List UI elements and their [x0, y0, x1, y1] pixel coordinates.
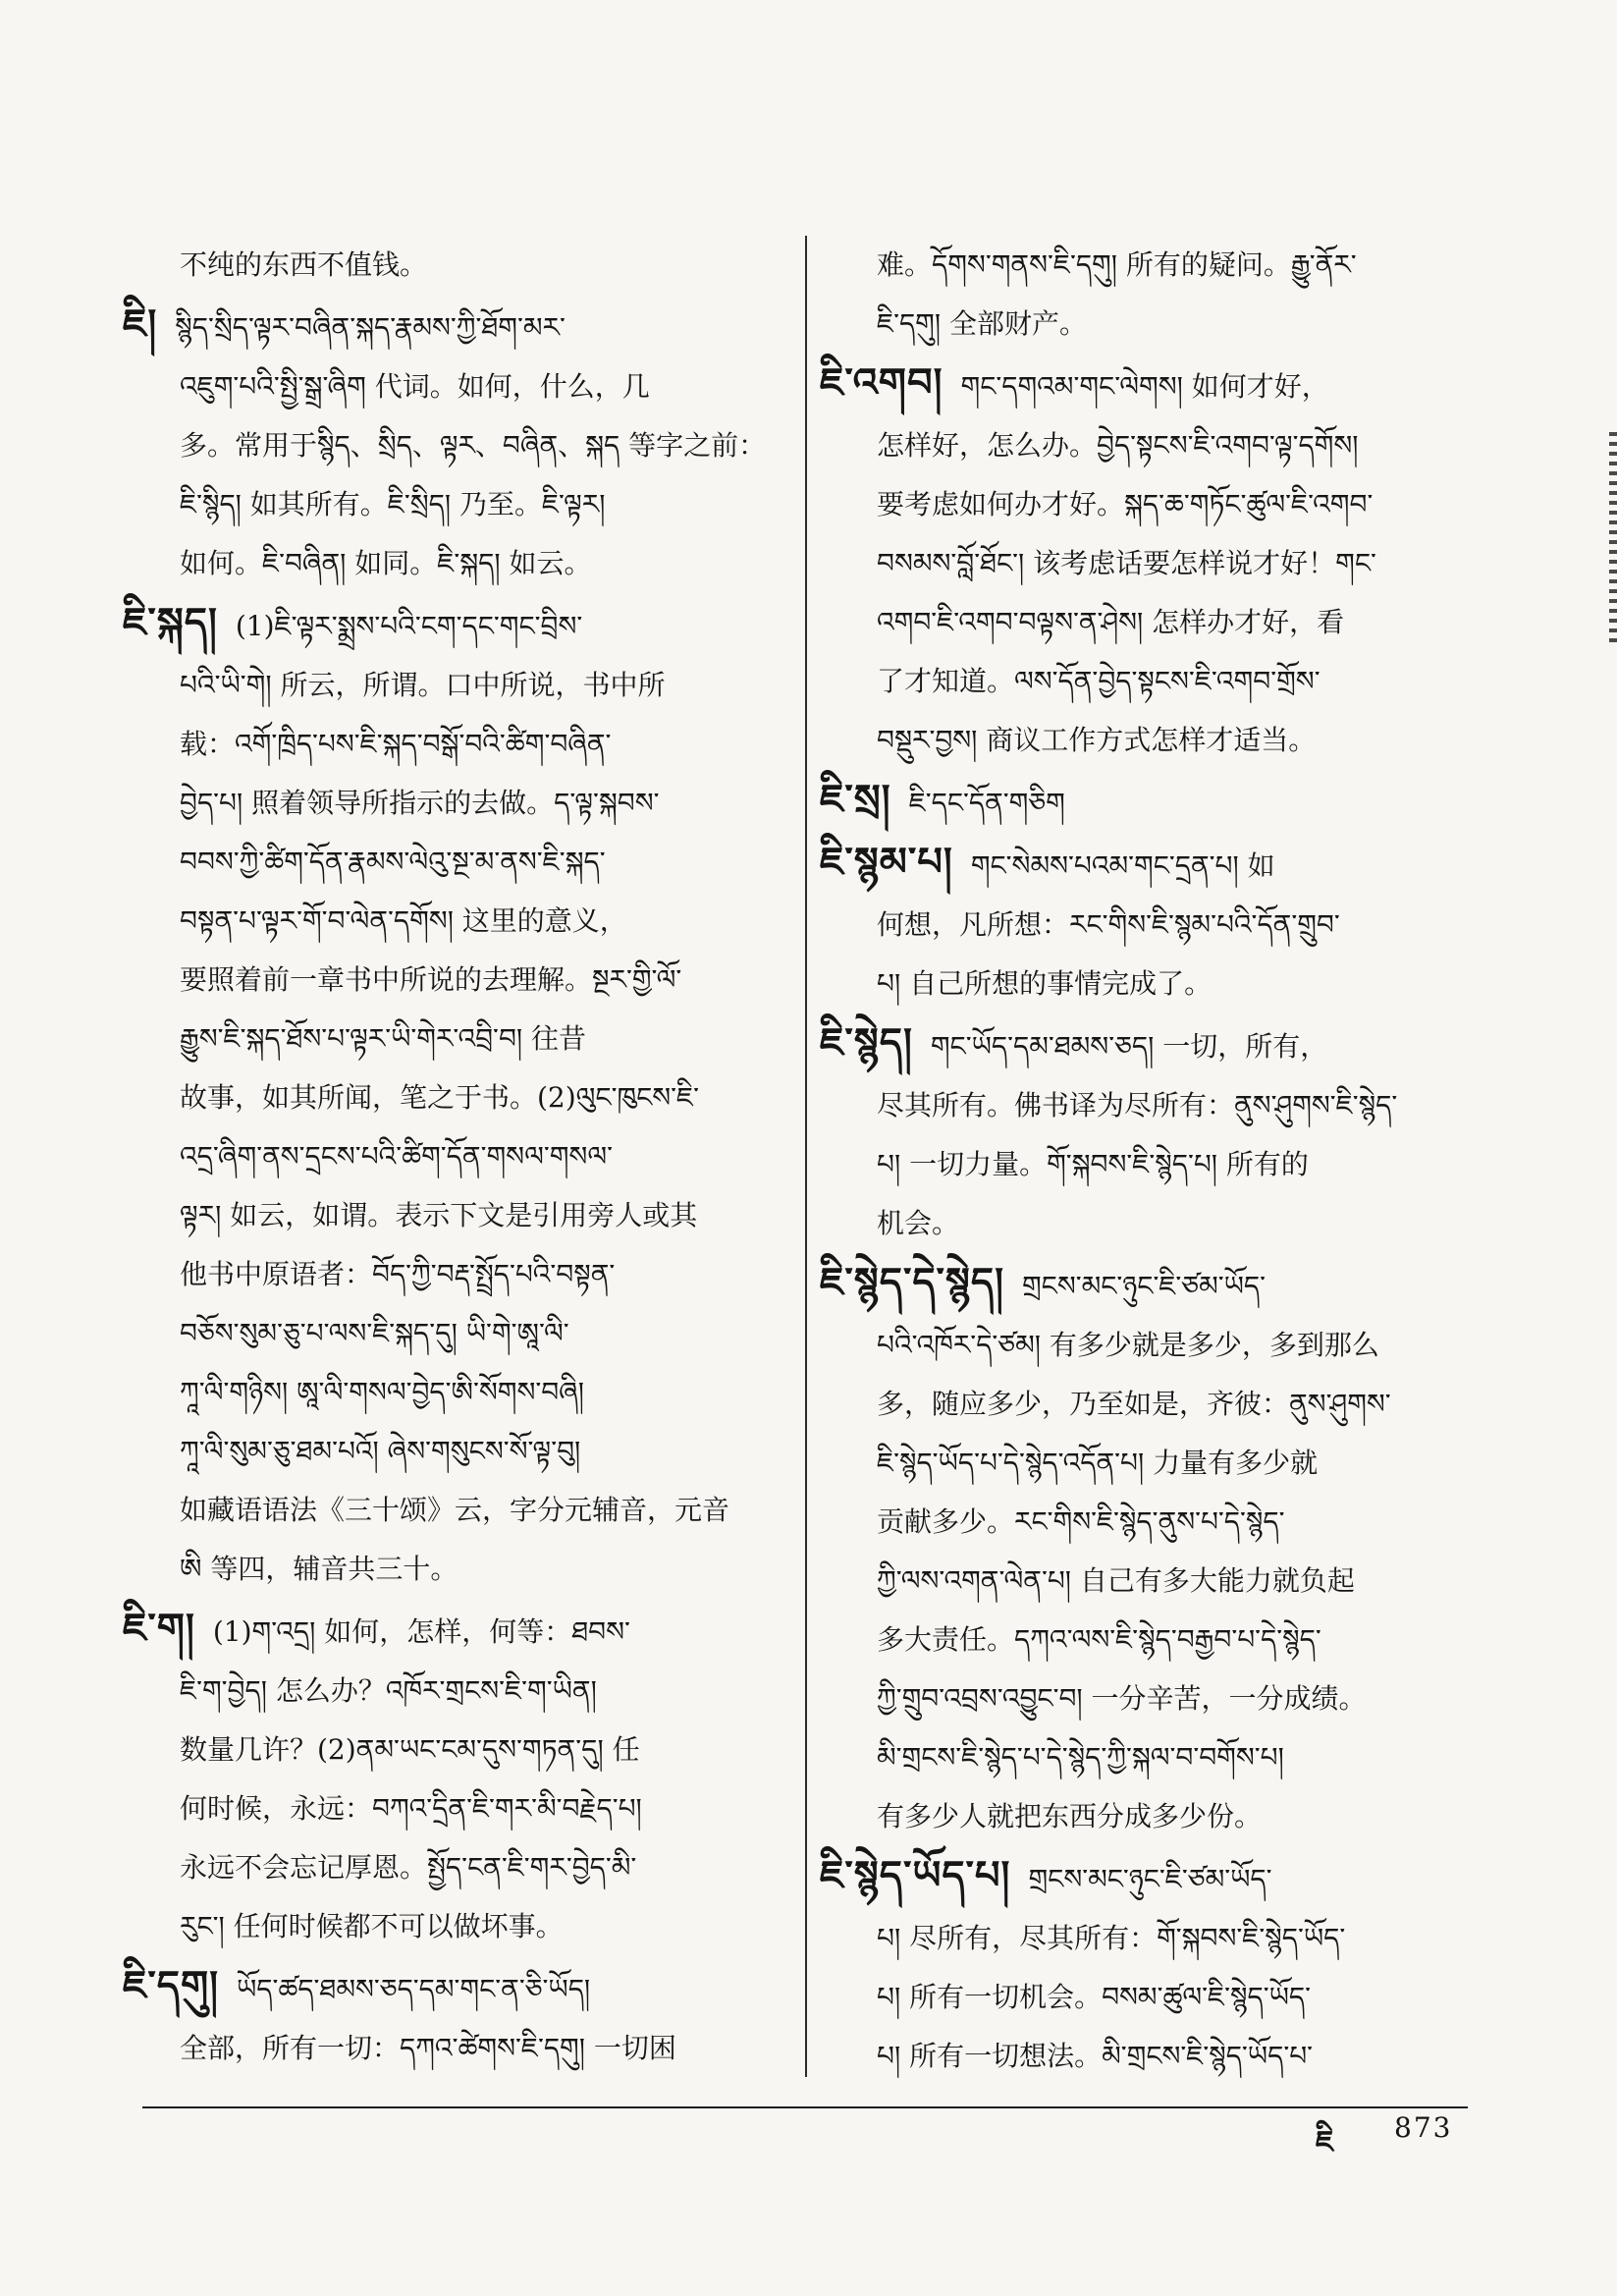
- entry-text: པ། 所有一切想法。མི་གྲངས་ཇི་སྙེད་ཡོད་པ་: [877, 2040, 1314, 2072]
- continuation-line: [123, 656, 790, 715]
- entry-text: ཀྱི་གྲུབ་འབྲས་འབྱུང་བ། 一分辛苦，一分成绩。: [877, 1682, 1367, 1715]
- entry-text: འཇུག་པའི་སྤྱི་སྒྲ་ཞིག 代词。如何，什么，几: [180, 370, 650, 403]
- entry-text: 要考虑如何办才好。སྐད་ཆ་གཏོང་ཚུལ་ཇི་འགབ་: [877, 488, 1374, 520]
- continuation-line: [820, 896, 1468, 955]
- continuation-line: [123, 416, 790, 475]
- continuation-line: [820, 1968, 1468, 2027]
- entry-headword: ཇི་སྙམ་པ།: [820, 840, 953, 885]
- entry-text: གྲངས་མང་ཉུང་ཇི་ཙམ་ཡོད་: [1021, 1270, 1267, 1302]
- entry-text: ཨི 等四，辅音共三十。: [180, 1553, 458, 1585]
- continuation-line: [820, 1669, 1468, 1728]
- dictionary-entry-line: [820, 770, 1468, 833]
- entry-headword: ཇི་སྐད།: [123, 600, 218, 645]
- continuation-line: [820, 1493, 1468, 1552]
- dictionary-entry-line: [820, 1013, 1468, 1076]
- continuation-line: [820, 1316, 1468, 1375]
- entry-text: སྙིད་སྲིད་ལྟར་བཞིན་སྐད་རྣམས་ཀྱི་ཐོག་མར་: [175, 311, 566, 344]
- entry-text: 多，随应多少，乃至如是，齐彼：ནུས་ཤུགས་: [877, 1388, 1391, 1420]
- continuation-line: [123, 1540, 790, 1599]
- entry-text: ཇི་ག་བྱེད། 怎么办？འཁོར་གྲངས་ཇི་ག་ཡིན།: [180, 1674, 597, 1707]
- dictionary-entry-line: [820, 354, 1468, 416]
- entry-text: 数量几许？(2)ནམ་ཡང་ངམ་དུས་གཏན་དུ། 任: [180, 1733, 640, 1766]
- entry-text: པའི་འཁོར་དེ་ཙམ། 有多少就是多少，多到那么: [877, 1329, 1379, 1361]
- entry-text: 不纯的东西不值钱。: [180, 248, 428, 281]
- continuation-line: [820, 534, 1468, 593]
- continuation-line: [123, 1245, 790, 1304]
- entry-text: བསྡུར་བྱས། 商议工作方式怎样才适当。: [877, 724, 1317, 756]
- entry-text: 难。དོགས་གནས་ཇི་དགུ། 所有的疑问。རྒྱུ་ནོར་: [877, 248, 1357, 281]
- entry-text: 如何。ཇི་བཞིན། 如同。ཇི་སྐད། 如云。: [180, 547, 592, 579]
- entry-text: 贡献多少。རང་གིས་ཇི་སྙེད་ནུས་པ་དེ་སྙེད་: [877, 1505, 1285, 1538]
- entry-headword: ཇི་སྙེད་ཡོད་པ།: [820, 1853, 1011, 1898]
- continuation-line: [123, 774, 790, 833]
- continuation-line: [820, 295, 1468, 354]
- continuation-line: [123, 475, 790, 534]
- entry-headword: ཇི།: [123, 301, 158, 347]
- entry-text: རྒྱུས་ཇི་སྐད་ཐོས་པ་ལྟར་ཡི་གེར་འབྲི་བ། 往昔: [180, 1022, 587, 1055]
- entry-text: 多大责任。དཀའ་ལས་ཇི་སྙེད་བརྒྱབ་པ་དེ་སྙེད་: [877, 1623, 1321, 1656]
- entry-text: 故事，如其所闻，笔之于书。(2)ལུང་ཁུངས་ཇི་: [180, 1081, 699, 1114]
- entry-text: 何时候，永远：བཀའ་དྲིན་ཇི་གར་མི་བརྗེད་པ།: [180, 1792, 642, 1825]
- entry-headword: ཇི་སྲ།: [820, 777, 891, 822]
- entry-text: ཡོད་ཚད་ཐམས་ཅད་དམ་གང་ན་ཅི་ཡོད།: [237, 1973, 591, 2005]
- entry-text: 载：འགོ་ཁྲིད་པས་ཇི་སྐད་བསྒོ་བའི་ཚིག་བཞིན་: [180, 728, 612, 760]
- continuation-line: [820, 1194, 1468, 1253]
- entry-text: 怎样好，怎么办。བྱེད་སྟངས་ཇི་འགབ་ལྟ་དགོས།: [877, 429, 1359, 462]
- entry-text: འདྲ་ཞིག་ནས་དྲངས་པའི་ཚིག་དོན་གསལ་གསལ་: [180, 1140, 613, 1173]
- entry-text: 他书中原语者：བོད་ཀྱི་བརྡ་སྤྲོད་པའི་བསྟན་: [180, 1258, 616, 1290]
- entry-headword: ཇི་ག།: [123, 1606, 195, 1651]
- continuation-line: [123, 1422, 790, 1481]
- entry-text: 有多少人就把东西分成多少份。: [877, 1800, 1263, 1832]
- continuation-line: [123, 2019, 790, 2078]
- continuation-line: [123, 1897, 790, 1956]
- entry-text: པ། 尽所有，尽其所有：གོ་སྐབས་ཇི་སྙེད་ཡོད་: [877, 1922, 1346, 1954]
- continuation-line: [123, 1010, 790, 1068]
- entry-text: ཀྱི་ལས་འགན་ལེན་པ། 自己有多大能力就负起: [877, 1564, 1355, 1597]
- continuation-line: [123, 1068, 790, 1127]
- footer-rule: [142, 2106, 1468, 2108]
- entry-text: 何想，凡所想：རང་གིས་ཇི་སྙམ་པའི་དོན་གྲུབ་: [877, 908, 1340, 941]
- left-column: [123, 236, 790, 2078]
- continuation-line: [820, 1611, 1468, 1669]
- entry-headword: ཇི་སྙེད།: [820, 1020, 913, 1066]
- entry-text: ཀཱ་ལི་སུམ་ཅུ་ཐམ་པའོ། ཞེས་གསུངས་སོ་ལྟ་བུ།: [180, 1435, 581, 1467]
- continuation-line: [123, 951, 790, 1010]
- continuation-line: [123, 715, 790, 774]
- continuation-line: [820, 2027, 1468, 2086]
- entry-text: (1)ག་འདྲ། 如何，怎样，何等：ཐབས་: [212, 1615, 630, 1648]
- entry-text: བབས་ཀྱི་ཚིག་དོན་རྣམས་ལེའུ་སྔ་མ་ནས་ཇི་སྐད་: [180, 846, 606, 878]
- dictionary-entry-line: [820, 833, 1468, 896]
- continuation-line: [123, 1481, 790, 1540]
- continuation-line: [820, 593, 1468, 652]
- continuation-line: [123, 1662, 790, 1721]
- entry-text: 全部，所有一切：དཀའ་ཚེགས་ཇི་དགུ། 一切困: [180, 2032, 676, 2064]
- entry-text: ཇི་དགུ། 全部财产。: [877, 307, 1088, 340]
- entry-text: པའི་ཡི་གེ། 所云，所谓。口中所说，书中所: [180, 669, 666, 701]
- entry-text: 了才知道。ལས་དོན་བྱེད་སྟངས་ཇི་འགབ་གྲོས་: [877, 665, 1321, 697]
- entry-text: གང་སེམས་པའམ་གང་དྲན་པ། 如: [970, 849, 1275, 882]
- entry-text: 机会。: [877, 1207, 960, 1239]
- continuation-line: [123, 892, 790, 951]
- continuation-line: [820, 1552, 1468, 1611]
- entry-text: ཇི་དང་དོན་གཅིག: [908, 787, 1065, 819]
- entry-text: 如藏语语法《三十颂》云，字分元辅音，元音: [180, 1494, 730, 1526]
- continuation-line: [123, 1779, 790, 1838]
- entry-text: (1)ཇི་ལྟར་སྨྲས་པའི་ངག་དང་གང་བྲིས་: [235, 610, 583, 642]
- continuation-line: [820, 711, 1468, 770]
- entry-text: གང་ཡོད་དམ་ཐམས་ཅད། 一切，所有，: [930, 1030, 1328, 1063]
- continuation-line: [820, 475, 1468, 534]
- continuation-line: [123, 1127, 790, 1186]
- continuation-line: [123, 1721, 790, 1779]
- entry-text: པ། 所有一切机会。བསམ་ཚུལ་ཇི་སྙེད་ཡོད་: [877, 1981, 1311, 2013]
- entry-text: རུང་། 任何时候都不可以做坏事。: [180, 1910, 564, 1942]
- dictionary-entry-line: [820, 1253, 1468, 1316]
- entry-text: བསྟན་པ་ལྟར་གོ་བ་ལེན་དགོས། 这里的意义，: [180, 904, 627, 937]
- continuation-line: [820, 955, 1468, 1013]
- entry-text: ལྟར། 如云，如谓。表示下文是引用旁人或其: [180, 1199, 698, 1231]
- column-divider: [805, 236, 807, 2077]
- entry-text: ཇི་སྙེད་ཡོད་པ་དེ་སྙེད་འདོན་པ། 力量有多少就: [877, 1447, 1319, 1479]
- continuation-line: [123, 833, 790, 892]
- continuation-line: [820, 1375, 1468, 1434]
- continuation-line: [820, 1909, 1468, 1968]
- entry-text: བཅོས་སུམ་ཅུ་པ་ལས་ཇི་སྐད་དུ། ཡི་གེ་ཨཱ་ལི་: [180, 1317, 569, 1349]
- entry-text: ཀཱ་ལི་གཉིས། ཨཱ་ལི་གསལ་བྱེད་ཨི་སོགས་བཞི།: [180, 1376, 584, 1408]
- continuation-line: [123, 236, 790, 295]
- continuation-line: [820, 236, 1468, 295]
- entry-headword: ཇི་འགབ།: [820, 360, 943, 406]
- dictionary-entry-line: [820, 1846, 1468, 1909]
- entry-text: ཇི་སྙིད། 如其所有。ཇི་སྲིད། 乃至。ཇི་ལྟར།: [180, 488, 606, 520]
- dictionary-entry-line: [123, 1956, 790, 2019]
- continuation-line: [123, 357, 790, 416]
- continuation-line: [820, 416, 1468, 475]
- dictionary-entry-line: [123, 1599, 790, 1662]
- continuation-line: [820, 1787, 1468, 1846]
- entry-text: 永远不会忘记厚恩。སྤྱོད་ངན་ཇི་གར་བྱེད་མི་: [180, 1851, 637, 1884]
- entry-text: གྲངས་མང་ཉུང་ཇི་ཙམ་ཡོད་: [1028, 1863, 1272, 1895]
- continuation-line: [123, 1304, 790, 1363]
- continuation-line: [123, 1363, 790, 1422]
- dictionary-entry-line: [123, 295, 790, 357]
- scan-edge-mark: [1609, 432, 1617, 648]
- continuation-line: [820, 1434, 1468, 1493]
- continuation-line: [820, 1728, 1468, 1787]
- entry-text: 要照着前一章书中所说的去理解。སྔར་གྱི་ལོ་: [180, 963, 682, 996]
- entry-text: འགབ་ཇི་འགབ་བལྟས་ན་ཤེས། 怎样办才好，看: [877, 606, 1345, 638]
- continuation-line: [123, 534, 790, 593]
- dictionary-entry-line: [123, 593, 790, 656]
- entry-text: པ། 自己所想的事情完成了。: [877, 967, 1213, 1000]
- entry-text: མི་གྲངས་ཇི་སྙེད་པ་དེ་སྙེད་ཀྱི་སྐལ་བ་བགོས་པ།: [877, 1741, 1284, 1774]
- footer-section-letter: ཇི: [1316, 2125, 1334, 2159]
- continuation-line: [820, 1135, 1468, 1194]
- right-column: [820, 236, 1468, 2086]
- entry-text: 尽其所有。佛书译为尽所有：ནུས་ཤུགས་ཇི་སྙེད་: [877, 1089, 1398, 1121]
- continuation-line: [820, 1076, 1468, 1135]
- entry-text: བྱེད་པ། 照着领导所指示的去做。ད་ལྟ་སྐབས་: [180, 787, 660, 819]
- continuation-line: [123, 1838, 790, 1897]
- continuation-line: [820, 652, 1468, 711]
- entry-text: བསམས་བློ་ཐོང་། 该考虑话要怎样说才好！གང་: [877, 547, 1376, 579]
- entry-headword: ཇི་དགུ།: [123, 1963, 219, 2008]
- page-number: 873: [1394, 2111, 1453, 2144]
- entry-text: གང་དགའམ་གང་ལེགས། 如何才好，: [960, 370, 1329, 403]
- continuation-line: [123, 1186, 790, 1245]
- entry-headword: ཇི་སྙེད་དེ་སྙེད།: [820, 1260, 1004, 1305]
- entry-text: པ། 一切力量。གོ་སྐབས་ཇི་སྙེད་པ། 所有的: [877, 1148, 1309, 1180]
- entry-text: 多。常用于སྙིད、སྲིད、ལྟར、བཞིན、སྐད 等字之前：: [180, 429, 767, 462]
